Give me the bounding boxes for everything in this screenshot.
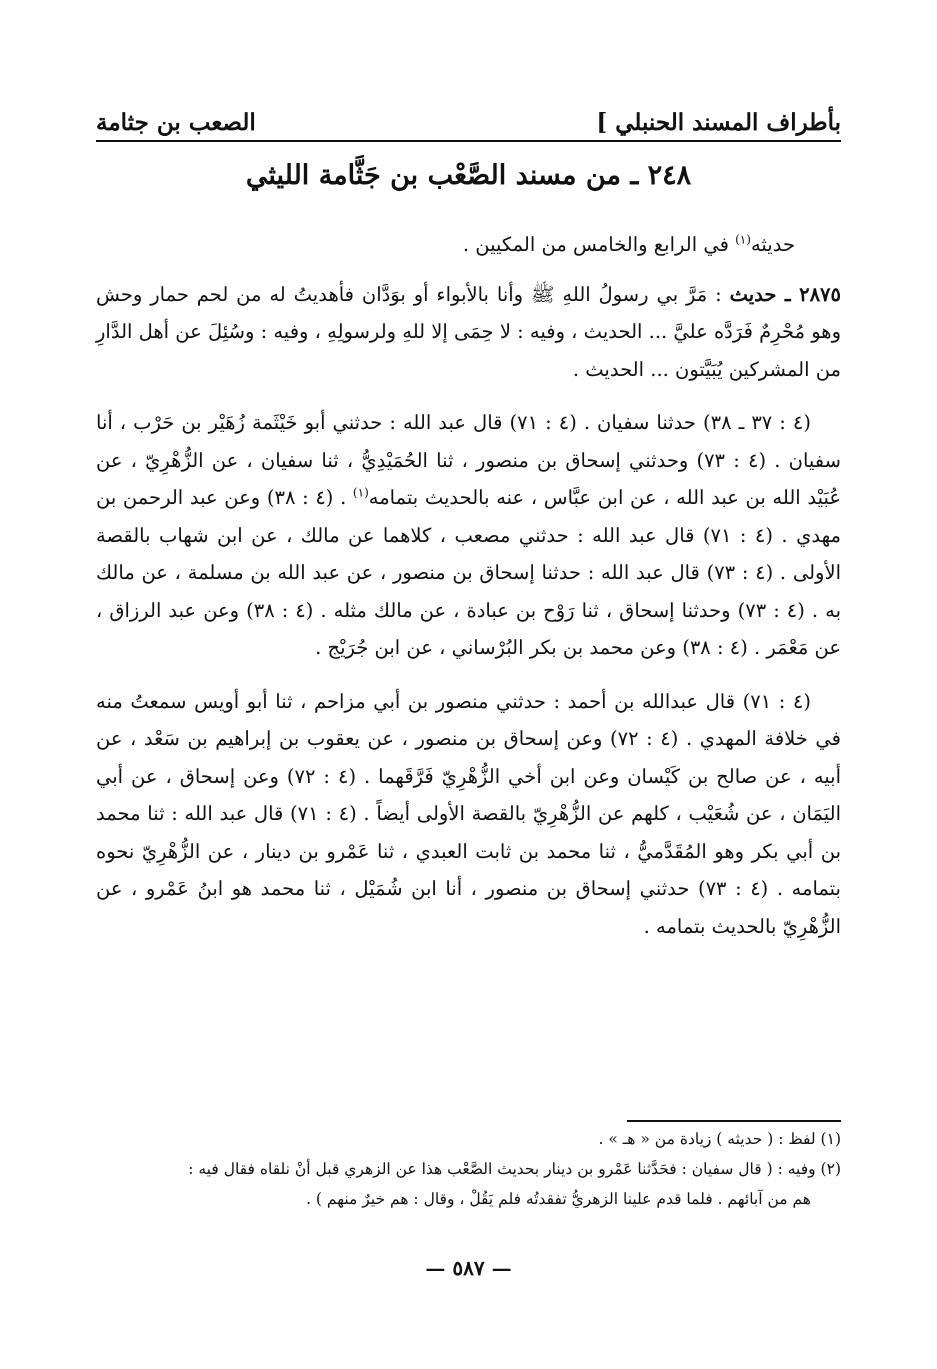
intro-text-before: حديثه <box>750 233 795 256</box>
intro-paragraph <box>96 226 841 264</box>
header-rule <box>96 140 841 142</box>
running-header-book-title: بأطراف المسند الحنبلي ] <box>596 109 841 136</box>
hadith-text: : مَرَّ بي رسولُ اللهِ ﷺ وأنا بالأبواء أو بوَدَّان فأهديتُ له من لحم حمار وحش وهو مُحْرِمٌ فَرَدَّه عليَّ ... الحديث ، وفيه : لا حِمَى إلا للهِ ولرسولِهِ ، وفيه : وسُئِلَ عن أهل الدَّارِ من المشركين يُبَيَّتون ... الحديث . <box>96 282 841 381</box>
chapter-title: ٢٤٨ ـ من مسند الصَّعْب بن جَثَّامة الليثي <box>245 160 692 191</box>
footnote-2: (٢) وفيه : ( قال سفيان : فحَدَّثنا عَمْرو بن دينار بحديث الصَّعْب هذا عن الزهري قبل أنْ نلقاه فقال فيه : <box>188 1160 841 1178</box>
intro-text-after: في الرابع والخامس من المكيين . <box>462 233 736 256</box>
isnad-paragraph-1 <box>96 404 841 667</box>
footnotes <box>96 1124 841 1214</box>
isnad-1-text-before: (٤ : ٣٧ ـ ٣٨) حدثنا سفيان . (٤ : ٧١) قال عبد الله : حدثني أبو خَيْثَمة زُهَيْر بن حَرْب ، أنا سفيان . (٤ : ٧٣) وحدثني إسحاق بن منصور ، ثنا الحُمَيْدِيُّ ، ثنا سفيان ، عن الزُّهْرِيّ ، عن عُبَيْد الله بن عبد الله ، عن ابن عبَّاس ، عنه بالحديث بتمامه <box>96 411 841 509</box>
footnote-marker: (١) <box>735 232 751 247</box>
footnote-1: (١) لفظ : ( حديثه ) زيادة من « هـ » . <box>598 1130 841 1148</box>
page-number: — ٥٨٧ — <box>425 1256 512 1280</box>
running-header-section-title: الصعب بن جثامة <box>96 109 256 136</box>
hadith-number: ٢٨٧٥ ـ حديث <box>729 282 841 306</box>
isnad-2-text: (٤ : ٧١) قال عبدالله بن أحمد : حدثني منصور بن أبي مزاحم ، ثنا أبو أويس سمعتُ منه في خلافة المهدي . (٤ : ٧٢) وعن إسحاق بن منصور ، عن يعقوب بن إبراهيم بن سَعْد ، عن أبيه ، عن صالح بن كَيْسان وعن ابن أخي الزُّهْرِيّ فَرَّقَهما . (٤ : ٧٢) وعن إسحاق ، عن أبي اليَمَان ، عن شُعَيْب ، كلهم عن الزُّهْرِيّ بالقصة الأولى أيضاً . (٤ : ٧١) قال عبد الله : ثنا محمد بن أبي بكر وهو المُقَدَّميُّ ، ثنا محمد بن ثابت العبدي ، ثنا عَمْرو بن دينار ، عن الزُّهْرِيّ نحوه بتمامه . (٤ : ٧٣) حدثني إسحاق بن منصور ، أنا ابن شُمَيْل ، ثنا محمد هو ابنُ عَمْرو ، عن الزُّهْرِيّ بالحديث بتمامه . <box>96 689 842 938</box>
running-header <box>96 96 841 136</box>
main-text <box>96 226 841 961</box>
footnote-marker: (١) <box>352 485 369 500</box>
isnad-paragraph-2 <box>96 683 841 946</box>
footnote-2-continuation: هم من آبائهم . فلما قدم علينا الزهريُّ تفقدتُه فلم يَقُلْ ، وقال : هم خيرٌ منهم ) . <box>306 1190 811 1208</box>
footnote-rule <box>627 1120 841 1122</box>
hadith-paragraph <box>96 276 841 389</box>
isnad-1-text-after: . (٤ : ٣٨) وعن عبد الرحمن بن مهدي . (٤ : ٧١) قال عبد الله : حدثني مصعب ، كلاهما عن مالك ، عن ابن شهاب بالقصة الأولى . (٤ : ٧٣) قال عبد الله : حدثنا إسحاق بن منصور ، عن عبد الله بن مسلمة ، عن مالك به . (٤ : ٧٣) وحدثنا إسحاق ، ثنا رَوْح بن عبادة ، عن مالك مثله . (٤ : ٣٨) وعن عبد الرزاق ، عن مَعْمَر . (٤ : ٣٨) وعن محمد بن بكر البُرْساني ، عن ابن جُرَيْج . <box>96 486 842 659</box>
